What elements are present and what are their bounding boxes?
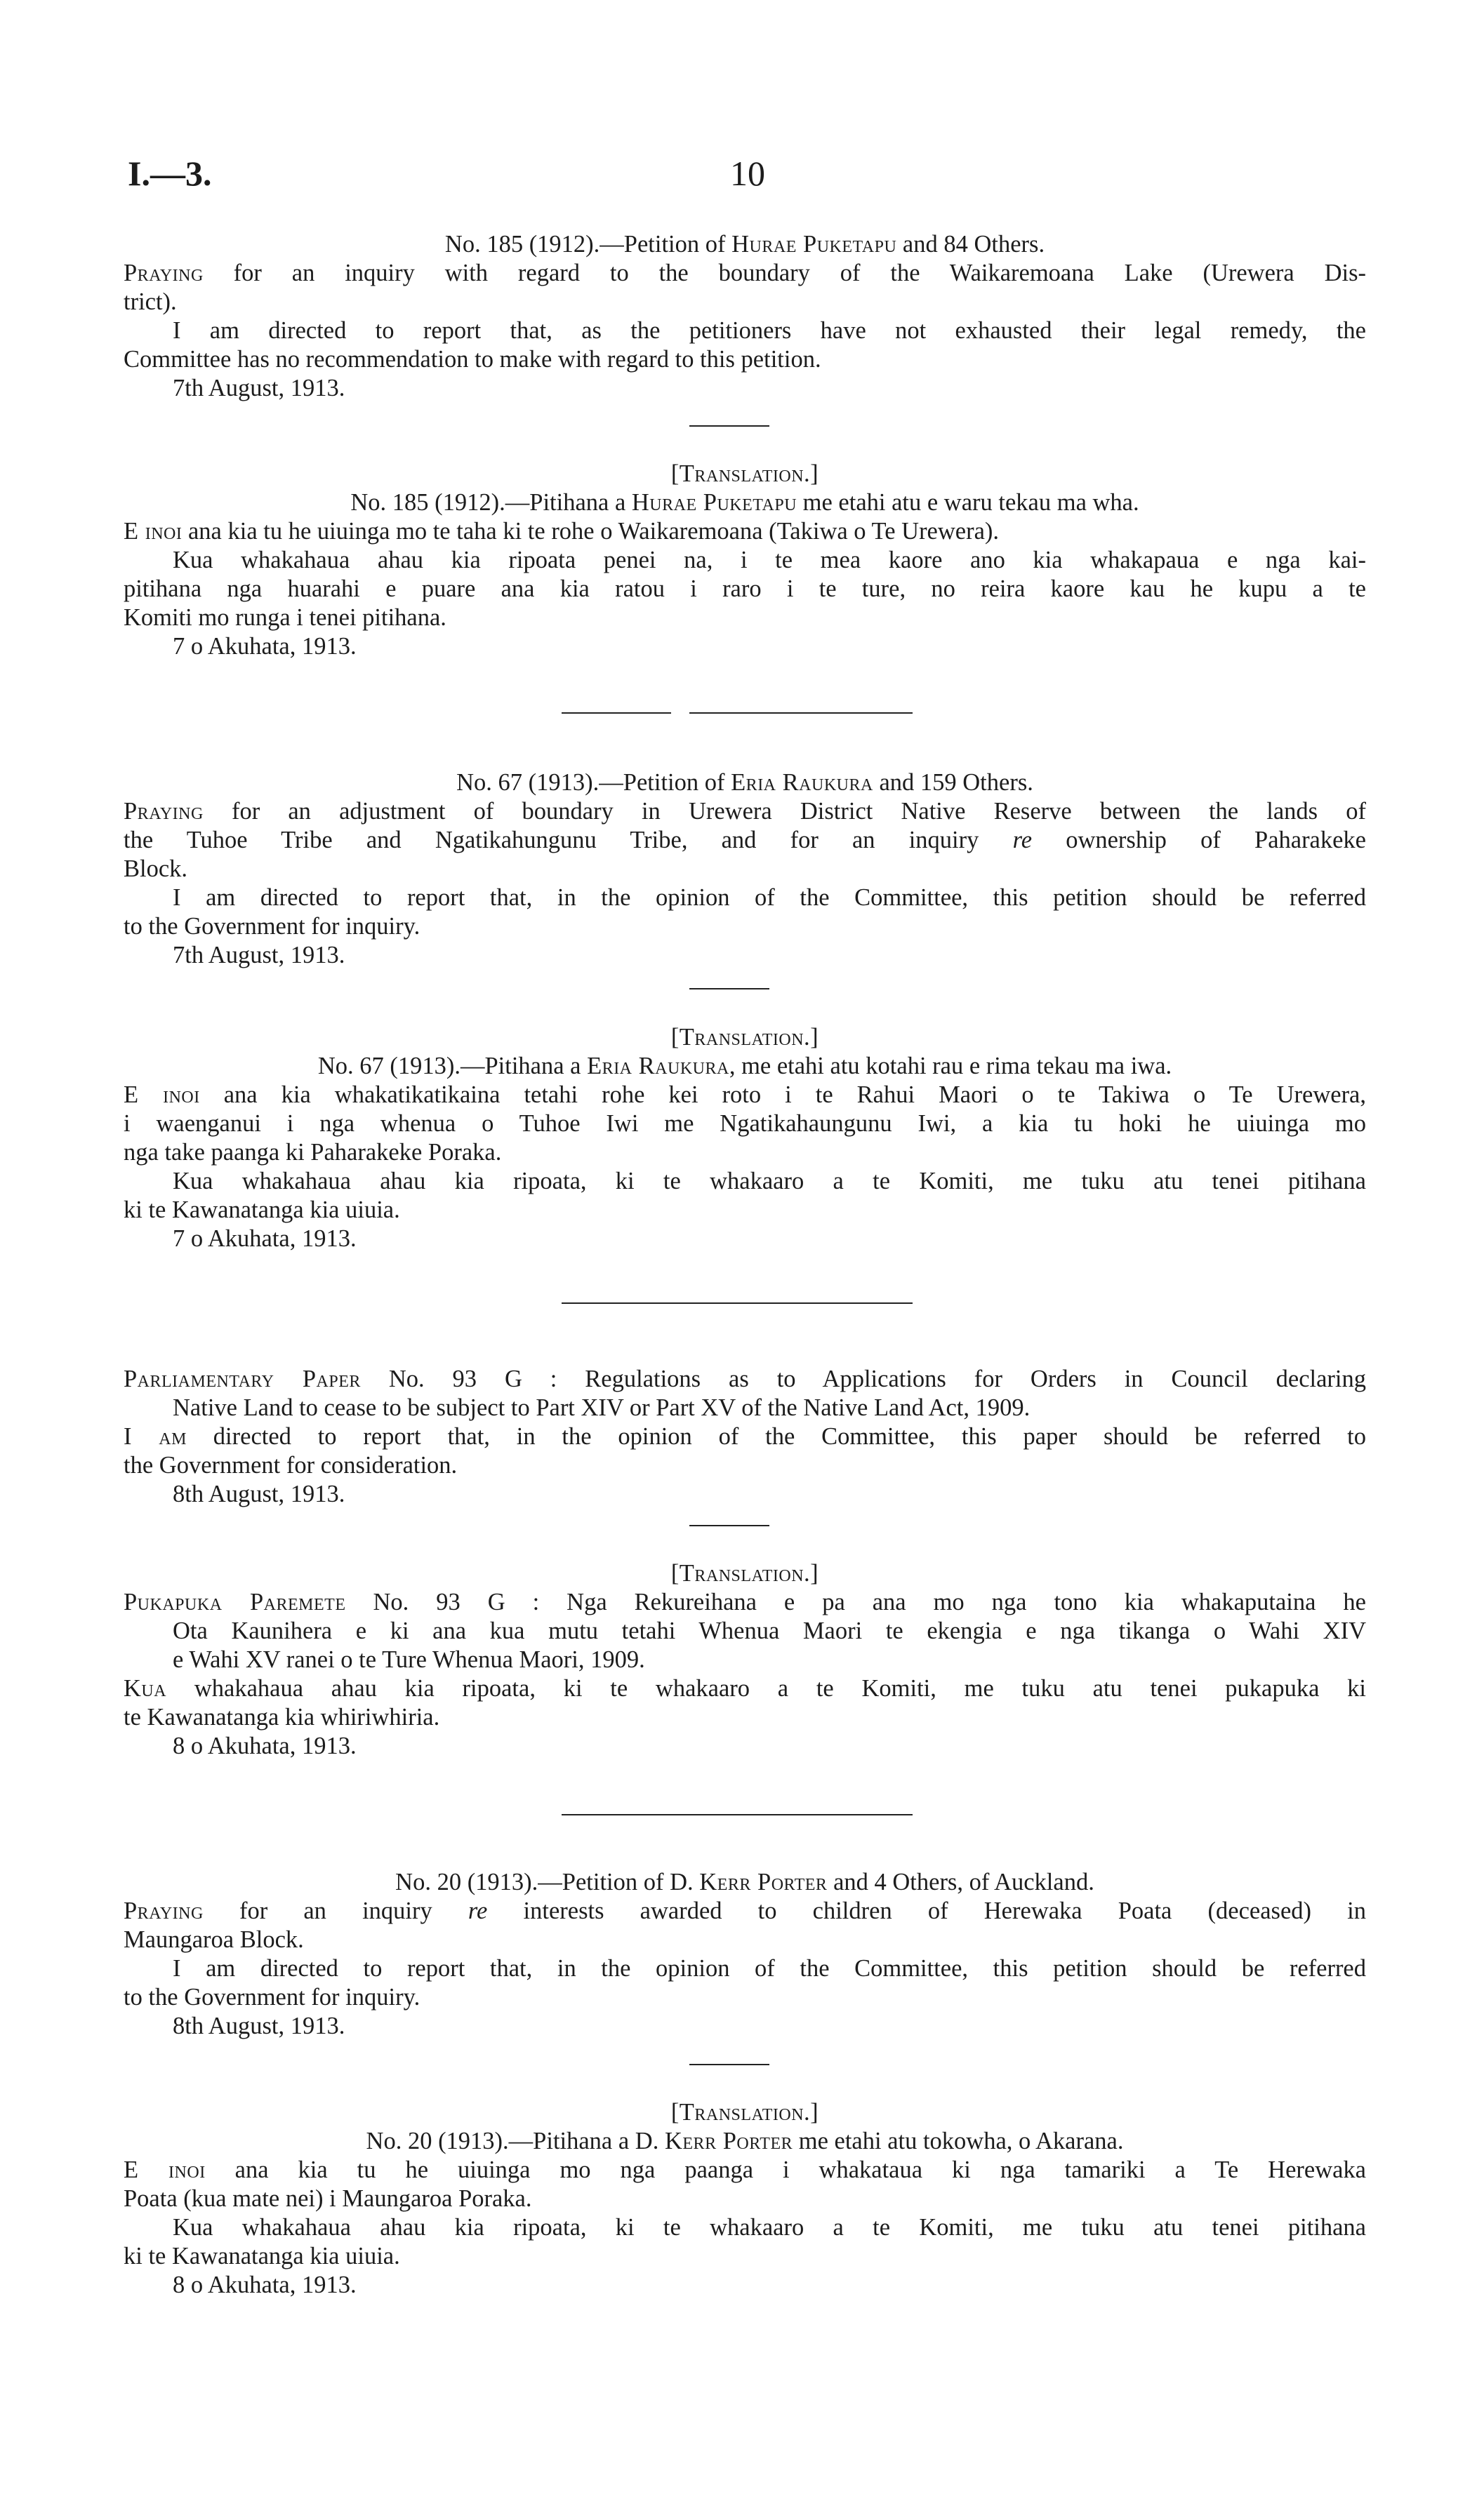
translation-185-title: No. 185 (1912).—Pitihana a Hurae Puketapu me etahi atu e waru tekau ma wha. <box>350 489 1139 516</box>
petition-185-praying: Praying for an inquiry with regard to the boundary of the Waikaremoana Lake (Urewera Dis- <box>124 260 1366 286</box>
translation-185-section <box>124 460 1366 661</box>
translation-20-inoi-cont: Poata (kua mate nei) i Maungaroa Poraka. <box>124 2185 532 2212</box>
petition-185-report: I am directed to report that, as the petitioners have not exhausted their legal remedy, the <box>173 317 1366 344</box>
double-rule-left <box>562 712 671 714</box>
translation-20-section <box>124 2098 1366 2300</box>
translation-label: [Translation.] <box>670 2099 819 2126</box>
petition-20-praying-cont: Maungaroa Block. <box>124 1926 304 1953</box>
translation-67-inoi-end: nga take paanga ki Paharakeke Poraka. <box>124 1139 502 1166</box>
translation-20-date: 8 o Akuhata, 1913. <box>173 2272 357 2298</box>
translation-185-report-cont: pitihana nga huarahi e puare ana kia ratou i raro i te ture, no reira kaore kau he kupu a te <box>124 575 1366 602</box>
translation-label: [Translation.] <box>670 1024 819 1051</box>
series-number: I.—3. <box>128 154 212 193</box>
petition-185-section <box>124 230 1366 403</box>
petition-20-title: No. 20 (1913).—Petition of D. Kerr Porter and 4 Others, of Auckland. <box>395 1869 1094 1895</box>
paper-93g-title: Parliamentary Paper No. 93 G : Regulations as to Applications for Orders in Council declaring <box>124 1366 1366 1392</box>
translation-label: [Translation.] <box>670 460 819 487</box>
petition-67-report: I am directed to report that, in the opinion of the Committee, this petition should be referred <box>173 884 1366 911</box>
translation-67-inoi: E inoi ana kia whakatikatikaina tetahi rohe kei roto i te Rahui Maori o te Takiwa o Te Urewera, <box>124 1081 1366 1108</box>
translation-67-inoi-cont: i waenganui i nga whenua o Tuhoe Iwi me Ngatikahaungunu Iwi, a kia tu hoki he uiuinga mo <box>124 1110 1366 1137</box>
section-rule <box>562 1302 913 1304</box>
petition-20-report-cont: to the Government for inquiry. <box>124 1984 420 2011</box>
translation-185-inoi: E inoi ana kia tu he uiuinga mo te taha ki te rohe o Waikaremoana (Takiwa o Te Urewera). <box>124 518 1000 545</box>
petition-67-date: 7th August, 1913. <box>173 942 345 968</box>
translation-93g-section <box>124 1559 1366 1761</box>
petition-185-title: No. 185 (1912).—Petition of Hurae Puketapu and 84 Others. <box>444 231 1045 258</box>
translation-20-report: Kua whakahaua ahau kia ripoata, ki te whakaaro a te Komiti, me tuku atu tenei pitihana <box>173 2214 1366 2241</box>
petition-20-report: I am directed to report that, in the opinion of the Committee, this petition should be referred <box>173 1955 1366 1982</box>
translation-20-title: No. 20 (1913).—Pitihana a D. Kerr Porter me etahi atu tokowha, o Akarana. <box>366 2128 1124 2154</box>
petition-67-praying-cont: the Tuhoe Tribe and Ngatikahungunu Tribe, and for an inquiry re ownership of Paharakeke <box>124 827 1366 853</box>
translation-67-report: Kua whakahaua ahau kia ripoata, ki te whakaaro a te Komiti, me tuku atu tenei pitihana <box>173 1168 1366 1194</box>
petition-20-praying: Praying for an inquiry re interests awarded to children of Herewaka Poata (deceased) in <box>124 1898 1366 1924</box>
section-divider <box>689 2064 769 2065</box>
page-number: 10 <box>730 154 765 193</box>
translation-67-date: 7 o Akuhata, 1913. <box>173 1225 357 1252</box>
translation-93g-date: 8 o Akuhata, 1913. <box>173 1733 357 1759</box>
translation-93g-title: Pukapuka Paremete No. 93 G : Nga Rekureihana e pa ana mo nga tono kia whakaputaina he <box>124 1589 1366 1615</box>
petition-185-date: 7th August, 1913. <box>173 375 345 401</box>
petition-67-praying-end: Block. <box>124 855 188 882</box>
petition-67-report-cont: to the Government for inquiry. <box>124 913 420 940</box>
petition-67-title: No. 67 (1913).—Petition of Eria Raukura and 159 Others. <box>456 769 1033 796</box>
translation-93g-title-end: e Wahi XV ranei o te Ture Whenua Maori, 1909. <box>173 1646 645 1673</box>
petition-20-date: 8th August, 1913. <box>173 2013 345 2039</box>
petition-185-praying-cont: trict). <box>124 288 177 315</box>
section-rule <box>562 1814 913 1815</box>
paper-93g-title-cont: Native Land to cease to be subject to Part XIV or Part XV of the Native Land Act, 1909. <box>173 1394 1031 1421</box>
petition-67-praying: Praying for an adjustment of boundary in Urewera District Native Reserve between the lands of <box>124 798 1366 825</box>
translation-185-report: Kua whakahaua ahau kia ripoata penei na, i te mea kaore ano kia whakapaua e nga kai- <box>173 547 1366 573</box>
translation-67-report-cont: ki te Kawanatanga kia uiuia. <box>124 1196 400 1223</box>
petition-20-section <box>124 1868 1366 2041</box>
double-rule-right <box>689 712 913 714</box>
translation-185-date: 7 o Akuhata, 1913. <box>173 633 357 660</box>
translation-20-report-cont: ki te Kawanatanga kia uiuia. <box>124 2243 400 2269</box>
petition-185-report-cont: Committee has no recommendation to make with regard to this petition. <box>124 346 821 373</box>
translation-67-title: No. 67 (1913).—Pitihana a Eria Raukura, me etahi atu kotahi rau e rima tekau ma iwa. <box>317 1053 1172 1079</box>
paper-93g-date: 8th August, 1913. <box>173 1481 345 1507</box>
translation-93g-report: Kua whakahaua ahau kia ripoata, ki te whakaaro a te Komiti, me tuku atu tenei pukapuka ki <box>124 1675 1366 1702</box>
section-divider <box>689 988 769 989</box>
petition-67-section <box>124 768 1366 970</box>
paper-93g-report-cont: the Government for consideration. <box>124 1452 458 1479</box>
translation-185-report-end: Komiti mo runga i tenei pitihana. <box>124 604 446 631</box>
translation-93g-report-cont: te Kawanatanga kia whiriwhiria. <box>124 1704 440 1731</box>
translation-20-inoi: E inoi ana kia tu he uiuinga mo nga paanga i whakataua ki nga tamariki a Te Herewaka <box>124 2156 1366 2183</box>
paper-93g-section <box>124 1365 1366 1509</box>
translation-93g-title-cont: Ota Kaunihera e ki ana kua mutu tetahi Whenua Maori te ekengia e nga tikanga o Wahi XIV <box>173 1618 1366 1644</box>
translation-label: [Translation.] <box>670 1560 819 1587</box>
section-divider <box>689 425 769 427</box>
paper-93g-report: I am directed to report that, in the opinion of the Committee, this paper should be referred to <box>124 1423 1366 1450</box>
section-divider <box>689 1525 769 1526</box>
translation-67-section <box>124 1023 1366 1253</box>
